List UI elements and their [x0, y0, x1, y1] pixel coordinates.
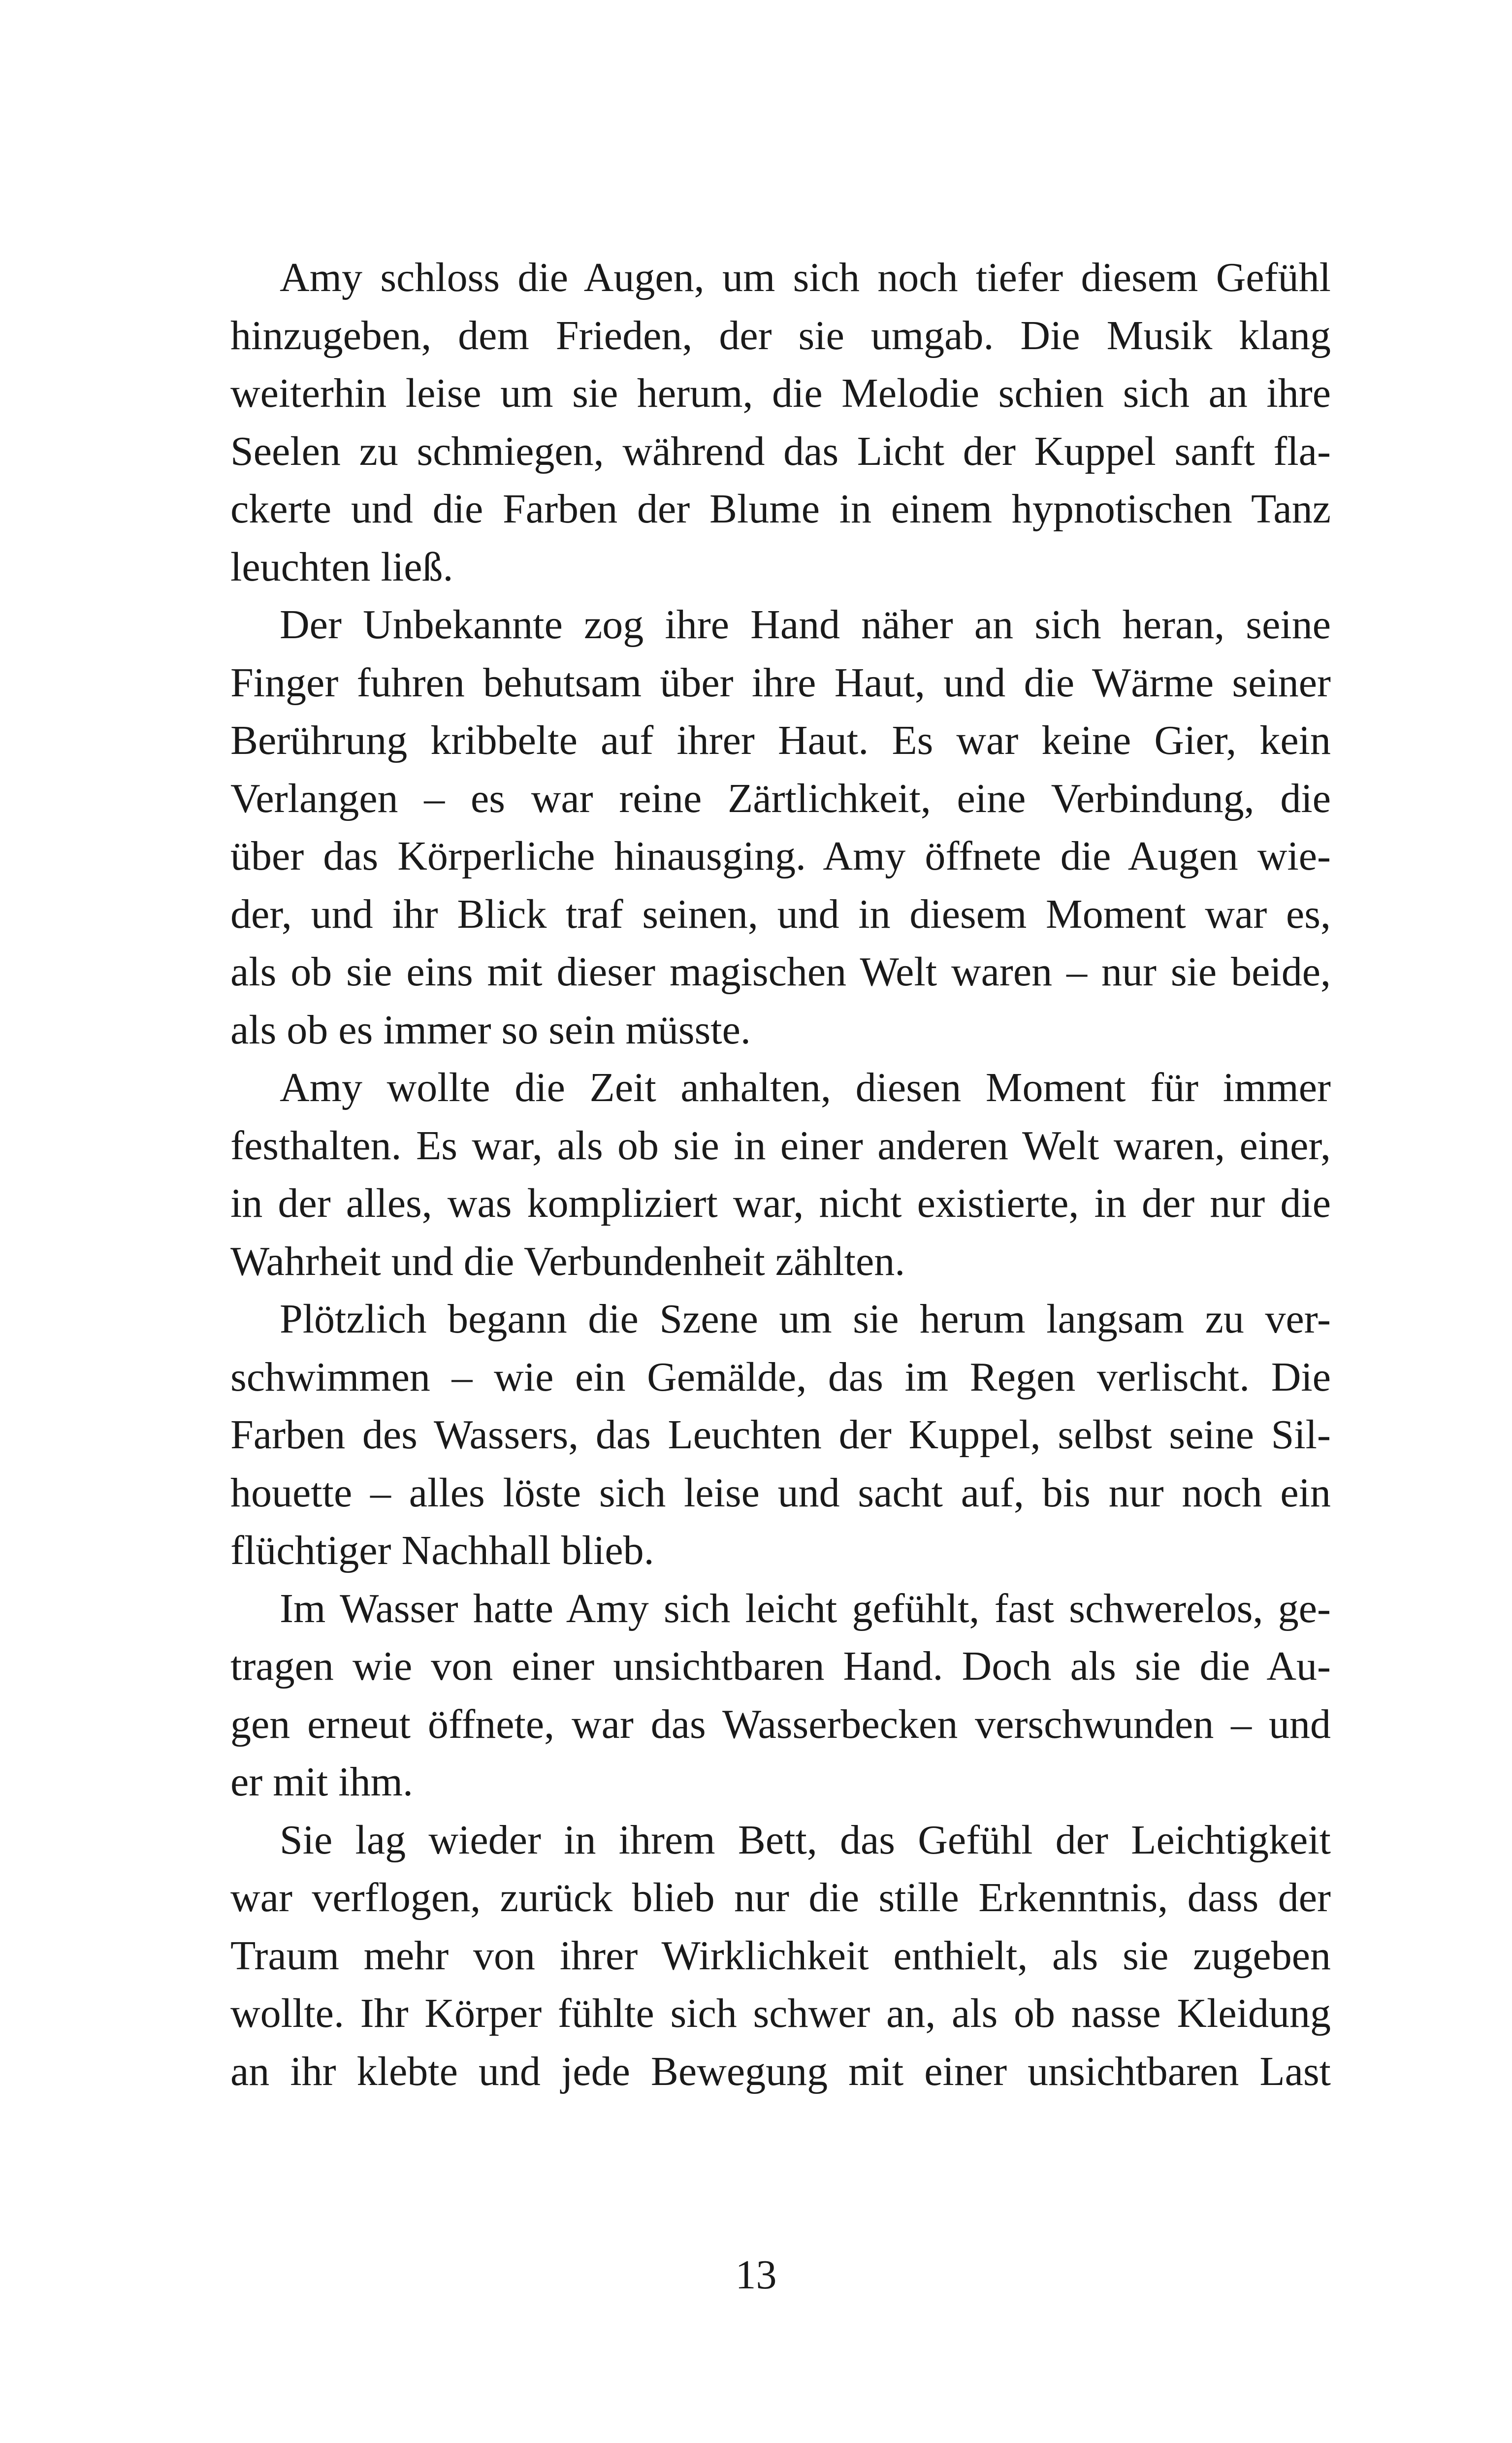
text-line: als ob es immer so sein müsste.: [230, 1007, 751, 1053]
paragraph: [230, 1059, 1331, 1290]
text-line: tragen wie von einer unsichtbaren Hand. Doch als sie die Au-: [230, 1643, 1331, 1689]
text-line: Der Unbekannte zog ihre Hand näher an sich heran, seine: [280, 602, 1331, 648]
text-line: Seelen zu schmiegen, während das Licht der Kuppel sanft fla-: [230, 428, 1331, 474]
paragraph: [230, 1811, 1331, 2101]
text-line: Finger fuhren behutsam über ihre Haut, und die Wärme seiner: [230, 659, 1331, 706]
text-line: in der alles, was kompliziert war, nicht existierte, in der nur die: [230, 1180, 1331, 1226]
paragraph: [230, 249, 1331, 596]
text-line: Im Wasser hatte Amy sich leicht gefühlt, fast schwerelos, ge-: [280, 1585, 1331, 1631]
text-line: er mit ihm.: [230, 1759, 413, 1805]
text-line: Verlangen – es war reine Zärtlichkeit, eine Verbindung, die: [230, 775, 1331, 821]
text-line: wollte. Ihr Körper fühlte sich schwer an, als ob nasse Kleidung: [230, 1990, 1331, 2036]
text-line: war verflogen, zurück blieb nur die stille Erkenntnis, dass der: [230, 1875, 1331, 1921]
text-line: Wahrheit und die Verbundenheit zählten.: [230, 1238, 905, 1284]
text-line: Berührung kribbelte auf ihrer Haut. Es war keine Gier, kein: [230, 717, 1331, 763]
text-line: houette – alles löste sich leise und sacht auf, bis nur noch ein: [230, 1469, 1331, 1516]
text-line: weiterhin leise um sie herum, die Melodie schien sich an ihre: [230, 370, 1331, 416]
text-line: Amy schloss die Augen, um sich noch tiefer diesem Gefühl: [280, 255, 1331, 300]
paragraph: [230, 1580, 1331, 1811]
text-line: leuchten ließ.: [230, 544, 453, 590]
text-line: Farben des Wassers, das Leuchten der Kuppel, selbst seine Sil-: [230, 1412, 1331, 1458]
text-line: an ihr klebte und jede Bewegung mit einer unsichtbaren Last: [230, 2048, 1331, 2094]
text-line: gen erneut öffnete, war das Wasserbecken verschwunden – und: [230, 1701, 1331, 1747]
paragraph: [230, 1290, 1331, 1580]
text-line: der, und ihr Blick traf seinen, und in diesem Moment war es,: [230, 891, 1331, 937]
text-line: hinzugeben, dem Frieden, der sie umgab. Die Musik klang: [230, 312, 1331, 358]
paragraph: [230, 596, 1331, 1059]
page-number: 13: [735, 2252, 777, 2298]
text-line: Traum mehr von ihrer Wirklichkeit enthielt, als sie zugeben: [230, 1932, 1331, 1979]
text-line: als ob sie eins mit dieser magischen Welt waren – nur sie beide,: [230, 949, 1331, 995]
text-line: über das Körperliche hinausging. Amy öffnete die Augen wie-: [230, 833, 1331, 879]
text-line: flüchtiger Nachhall blieb.: [230, 1528, 654, 1573]
text-line: ckerte und die Farben der Blume in einem hypnotischen Tanz: [230, 486, 1331, 532]
body-text: [230, 249, 1331, 2100]
text-line: Sie lag wieder in ihrem Bett, das Gefühl der Leichtigkeit: [280, 1817, 1331, 1863]
text-line: Plötzlich begann die Szene um sie herum langsam zu ver-: [280, 1296, 1331, 1342]
text-line: schwimmen – wie ein Gemälde, das im Regen verlischt. Die: [230, 1354, 1331, 1400]
text-line: Amy wollte die Zeit anhalten, diesen Moment für immer: [280, 1065, 1331, 1110]
text-line: festhalten. Es war, als ob sie in einer anderen Welt waren, einer,: [230, 1122, 1331, 1169]
